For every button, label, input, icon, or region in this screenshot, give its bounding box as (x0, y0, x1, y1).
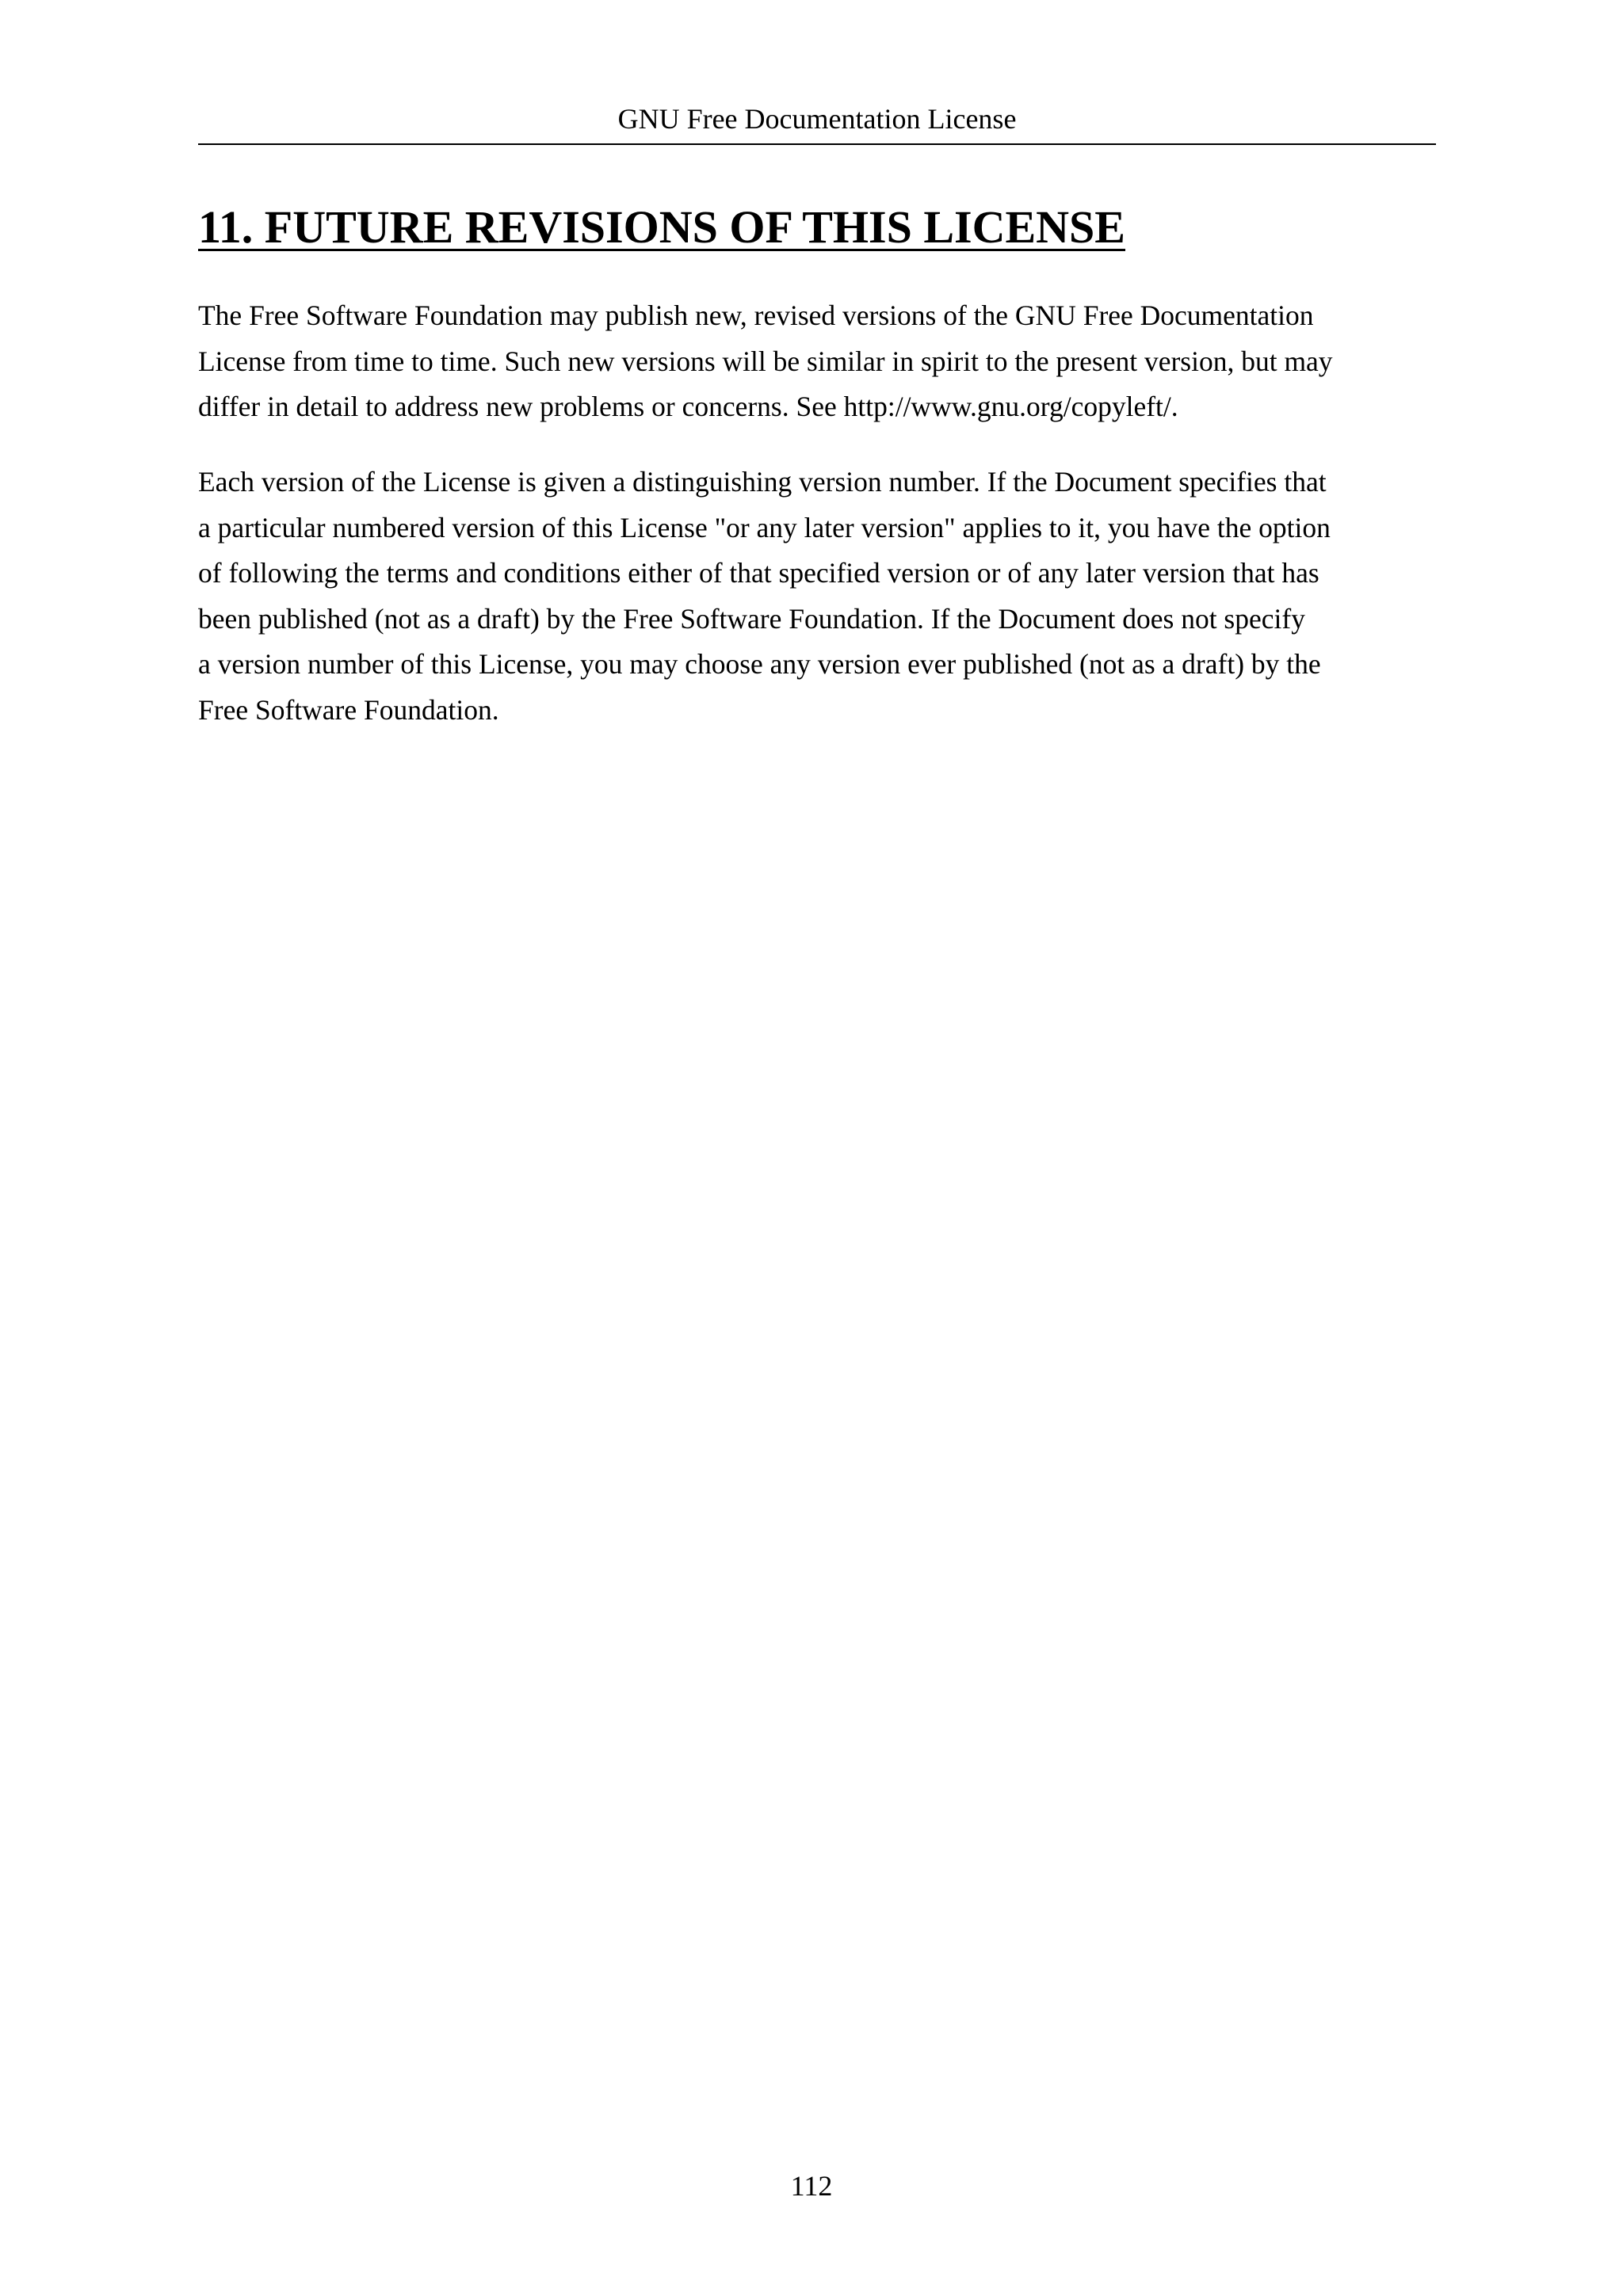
paragraph-line: differ in detail to address new problems or concerns. See http://www.gnu.org/copyleft/. (198, 391, 1178, 422)
paragraph-line: License from time to time. Such new versions will be similar in spirit to the present version, but may (198, 345, 1333, 377)
paragraph-line: a particular numbered version of this License "or any later version" applies to it, you have the option (198, 511, 1331, 543)
section-heading: 11. FUTURE REVISIONS OF THIS LICENSE (198, 201, 1125, 253)
page-number: 112 (790, 2170, 833, 2202)
paragraph-line: Each version of the License is given a distinguishing version number. If the Document specifies that (198, 466, 1327, 498)
header-divider (198, 143, 1436, 145)
paragraph-line: The Free Software Foundation may publish new, revised versions of the GNU Free Documentation (198, 299, 1314, 331)
paragraph-line: Free Software Foundation. (198, 693, 499, 726)
paragraph-line: been published (not as a draft) by the Free Software Foundation. If the Document does not specify (198, 602, 1305, 635)
paragraph-revisions (198, 293, 1436, 430)
running-header: GNU Free Documentation License (617, 103, 1017, 135)
paragraph-line: a version number of this License, you may choose any version ever published (not as a draft) by the (198, 648, 1321, 680)
paragraph-line: of following the terms and conditions either of that specified version or of any later version that has (198, 557, 1319, 589)
paragraph-version-number (198, 460, 1436, 733)
